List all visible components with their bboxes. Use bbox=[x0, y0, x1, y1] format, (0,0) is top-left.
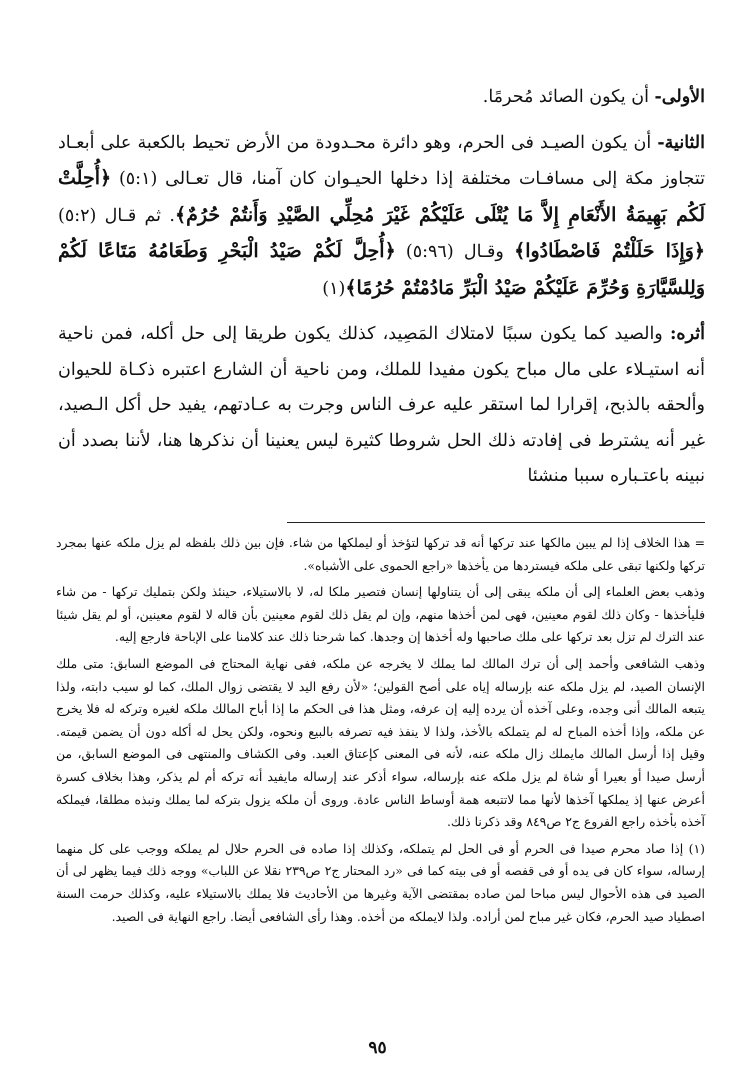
text-second-a: أن يكون الصيـد فى الحرم، وهو دائرة محـدودة من الأرض تحيط بالكعبة على أبعـاد تتجاوز مكة إلى مسافـات مختلفة إذا دخلها الحيـوان كان آمنا، قال تعـالى (٥:١) bbox=[58, 132, 705, 189]
paragraph-first bbox=[58, 80, 705, 116]
quran-verse-2: ﴿وَإِذَا حَلَلْتُمْ فَاصْطَادُوا﴾ bbox=[514, 240, 706, 262]
text-second-b: . ثم قـال (٥:٢) bbox=[58, 205, 175, 226]
main-text bbox=[58, 80, 705, 495]
paragraph-effect bbox=[58, 317, 705, 495]
heading-second: الثانية- bbox=[657, 132, 705, 153]
footnote-paragraph-2: وذهب بعض العلماء إلى أن ملكه يبقى إلى أن يتناولها إنسان فتصير ملكا له، لا بالاستيلاء، حينئذ ولكن بتمليك تركها - من شاء فليأخذها - وكان ذلك لقوم معينين، فهى لمن أخذها منهم، وإن لم يقل ذلك لقوم معينين بأن قاله لا لقوم معينين، أو لم يقل شيئا عند الترك لم تزل بعد تركها على ملك صاحبها وله أخذها إن وجدها. كما شرحنا ذلك عند كلامنا على الإباحة فارجع إليه. bbox=[56, 584, 705, 645]
text-first: أن يكون الصائد مُحرمًا. bbox=[482, 87, 655, 107]
footnote-divider bbox=[287, 522, 705, 523]
footnote-continued: = هذا الخلاف إذا لم يبين مالكها عند تركها أنه قد تركها لتؤخذ أو ليملكها من شاء. فإن بين ذلك بلفظه لم يزل ملكه عنها بمجرد تركها ولكنها تبقى على ملكه فيستردها من يأخذها «راجع الحموى على الأشباه». bbox=[56, 535, 705, 573]
text-effect: والصيد كما يكون سببًا لامتلاك المَصِيد، كذلك يكون طريقا إلى حل أكله، فمن ناحية أنه استيـلاء على مال مباح يكون مفيدا للملك، ومن ناحية أن الشارع اعتبره ذكـاة للحيوان وألحقه بالذبح، إقرارا لما استقر عليه عرف الناس وجرت به عـادتهم، يفيد حل أكل الـصيد، غير أنه يشترط فى إفادته ذلك الحل شروطا كثيرة ليس يعنينا أن نذكرها هنا، لأننا بصدد أن نبينه باعتـباره سببا منشئا bbox=[58, 324, 705, 486]
footnote-ref-1: (١) bbox=[322, 278, 346, 299]
footnotes bbox=[56, 532, 705, 932]
quran-verse-3: ﴿أُحِلَّ لَكُمْ صَيْدُ الْبَحْرِ وَطَعَامُهُ مَتَاعًا لَكُمْ وَلِلسَّيَّارَةِ وَحُرِّمَ عَلَيْكُمْ صَيْدُ الْبَرِّ مَادُمْتُمْ حُرُمًا﴾ bbox=[58, 240, 705, 299]
text-second-c: وقـال (٥:٩٦) bbox=[395, 242, 515, 262]
quran-verse-1: ﴿أُحِلَّتْ لَكُم بَهِيمَةُ الأَنْعَامِ إِلاَّ مَا يُتْلَى عَلَيْكُمْ غَيْرَ مُحِلِّي الصَّيْدِ وَأَنتُمْ حُرُمٌ﴾ bbox=[58, 167, 705, 226]
heading-effect: أثره: bbox=[669, 324, 705, 344]
footnote-paragraph-3: وذهب الشافعى وأحمد إلى أن ترك المالك لما يملك لا يخرجه عن ملكه، ففى نهاية المحتاج فى الموضع السابق: متى ملك الإنسان الصيد، لم يزل ملكه عنه بإرساله إياه على أصح القولين؛ «لأن رفع اليد لا يقتضى زوال الملك، كما لو سيب دابته، ولذا يتبعه المالك أنى وجده، وعلى آخذه أن يرده إليه إن عرفه، ومثل هذا فى الحكم ما إذا أباح المالك ملكه لغيره وتركه له فلا يخرج عن ملكه، وإذا أخذه المباح له لم يتملكه بالأخذ، ولذا لا ينفذ فيه تصرفه بالبيع ونحوه، ولكن يحل له أكله دون أن يضمن قيمته. وقيل إذا أرسل المالك مايملك زال ملكه عنه، لأنه فى المعنى كإعتاق العبد. وفى الكشاف والمنتهى فى الموضع السابق، من أرسل صيدا أو بعيرا أو شاة لم يزل ملكه عنه بإرساله، سواء أذكر عند إرساله مايفيد أنه تركه أم لم يذكر، وهذا بخلاف كسرة أعرض عنها إذ يملكها آخذها لأنها مما لاتتبعه همة أوساط الناس عادة. وروى أن ملكه يزول بتركه لما يملك ونبذه مطلقا، فيملكه آخذه بأخذه راجع الفروع ج٢ ص٨٤٩ وقد ذكرنا ذلك. bbox=[56, 655, 705, 830]
page-number: ٩٥ bbox=[368, 1038, 387, 1058]
footnote-1: (١) إذا صاد محرم صيدا فى الحرم أو فى الحل لم يتملكه، وكذلك إذا صاده فى الحرم حلال لم يملكه ووجب على كل منهما إرساله، سواء كان فى يده أو فى قفصه أو فى بيته كما فى «رد المحتار ج٢ ص٢٣٩ نقلا عن اللباب» ووجه ذلك فيما يظهر لى أن الصيد فى هذه الأحوال ليس مباحا لمن صاده بمقتضى الآية وغيرها من الأحاديث فلا يملك بالاستيلاء عليه، وكذلك حرمت السنة اصطياد صيد الحرم، فكان غير مباح لمن أراده. ولذا لايملكه من أخذه. وهذا رأى الشافعى أيضا. راجع النهاية فى الصيد. bbox=[56, 840, 705, 924]
heading-first: الأولى- bbox=[654, 87, 705, 107]
paragraph-second bbox=[58, 126, 705, 308]
